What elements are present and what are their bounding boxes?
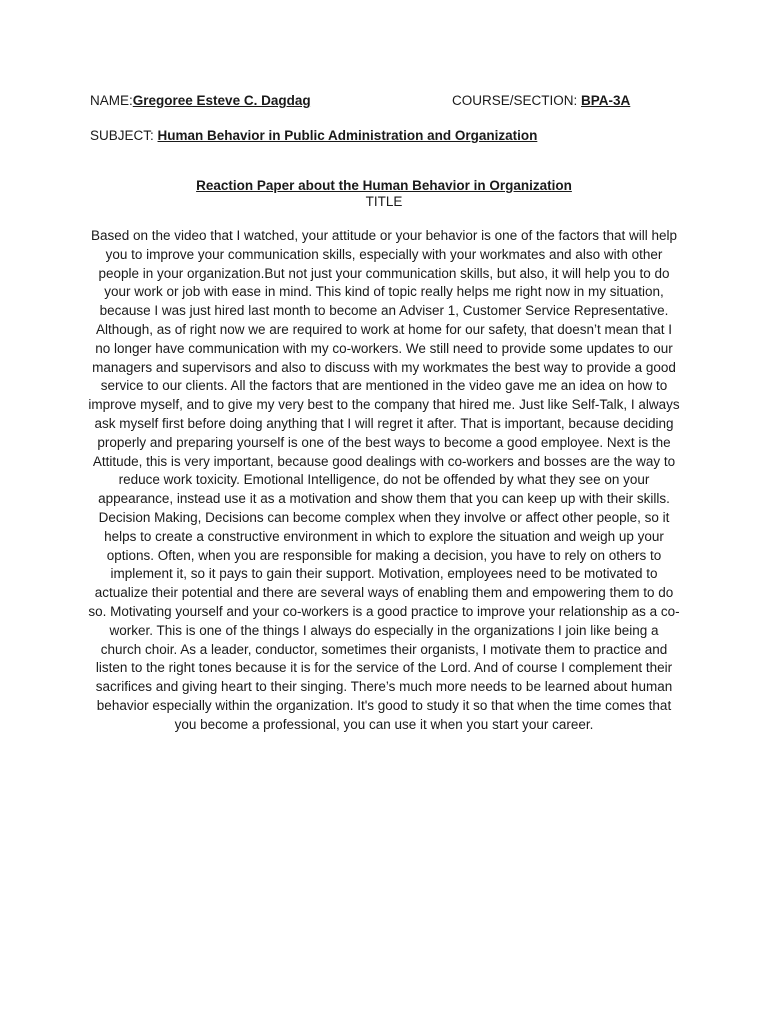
- title-caption: TITLE: [365, 194, 403, 209]
- subject-line: [90, 128, 537, 144]
- subject-value: Human Behavior in Public Administration and Organization: [157, 128, 538, 143]
- course-section-value: BPA-3A: [581, 93, 631, 108]
- course-section-label: COURSE/SECTION:: [452, 93, 578, 108]
- name-line: [90, 93, 311, 109]
- body-paragraph: Based on the video that I watched, your attitude or your behavior is one of the factors that will help you to improve your communication skills, especially with your workmates and also with other people in your organization.But not just your communication skills, but also, it will help you to do your work or job with ease in mind. This kind of topic really helps me right now in my situation, because I was just hired last month to become an Adviser 1, Customer Service Representative. Although, as of right now we are required to work at home for our safety, that doesn’t mean that I no longer have communication with my co-workers. We still need to provide some updates to our managers and supervisors and also to discuss with my workmates the best way to provide a good service to our clients. All the factors that are mentioned in the video gave me an idea on how to improve myself, and to give my very best to the company that hired me. Just like Self-Talk, I always ask myself first before doing anything that I will regret it after. That is important, because deciding properly and preparing yourself is one of the best ways to become a good employee. Next is the Attitude, this is very important, because good dealings with co-workers and bosses are the way to reduce work toxicity. Emotional Intelligence, do not be offended by what they see on your appearance, instead use it as a motivation and show them that you can keep up with their skills. Decision Making, Decisions can become complex when they involve or affect other people, so it helps to create a constructive environment in which to explore the situation and weigh up your options. Often, when you are responsible for making a decision, you have to rely on others to implement it, so it pays to gain their support. Motivation, employees need to be motivated to actualize their potential and there are several ways of enabling them and empowering them to do so. Motivating yourself and your co-workers is a good practice to improve your relationship as a co-worker. This is one of the things I always do especially in the organizations I join like being a church choir. As a leader, conductor, sometimes their organists, I motivate them to practice and listen to the right tones because it is for the service of the Lord. And of course I complement their sacrifices and giving heart to their singing. There’s much more needs to be learned about human behavior especially within the organization. It's good to study it so that when the time comes that you become a professional, you can use it when you start your career.: [88, 228, 680, 732]
- course-section-line: [452, 93, 630, 109]
- title-block: [0, 178, 768, 210]
- name-label: NAME:: [90, 93, 133, 108]
- subject-label: SUBJECT:: [90, 128, 154, 143]
- student-name: Gregoree Esteve C. Dagdag: [132, 93, 311, 108]
- paper-title: Reaction Paper about the Human Behavior in Organization: [196, 178, 572, 193]
